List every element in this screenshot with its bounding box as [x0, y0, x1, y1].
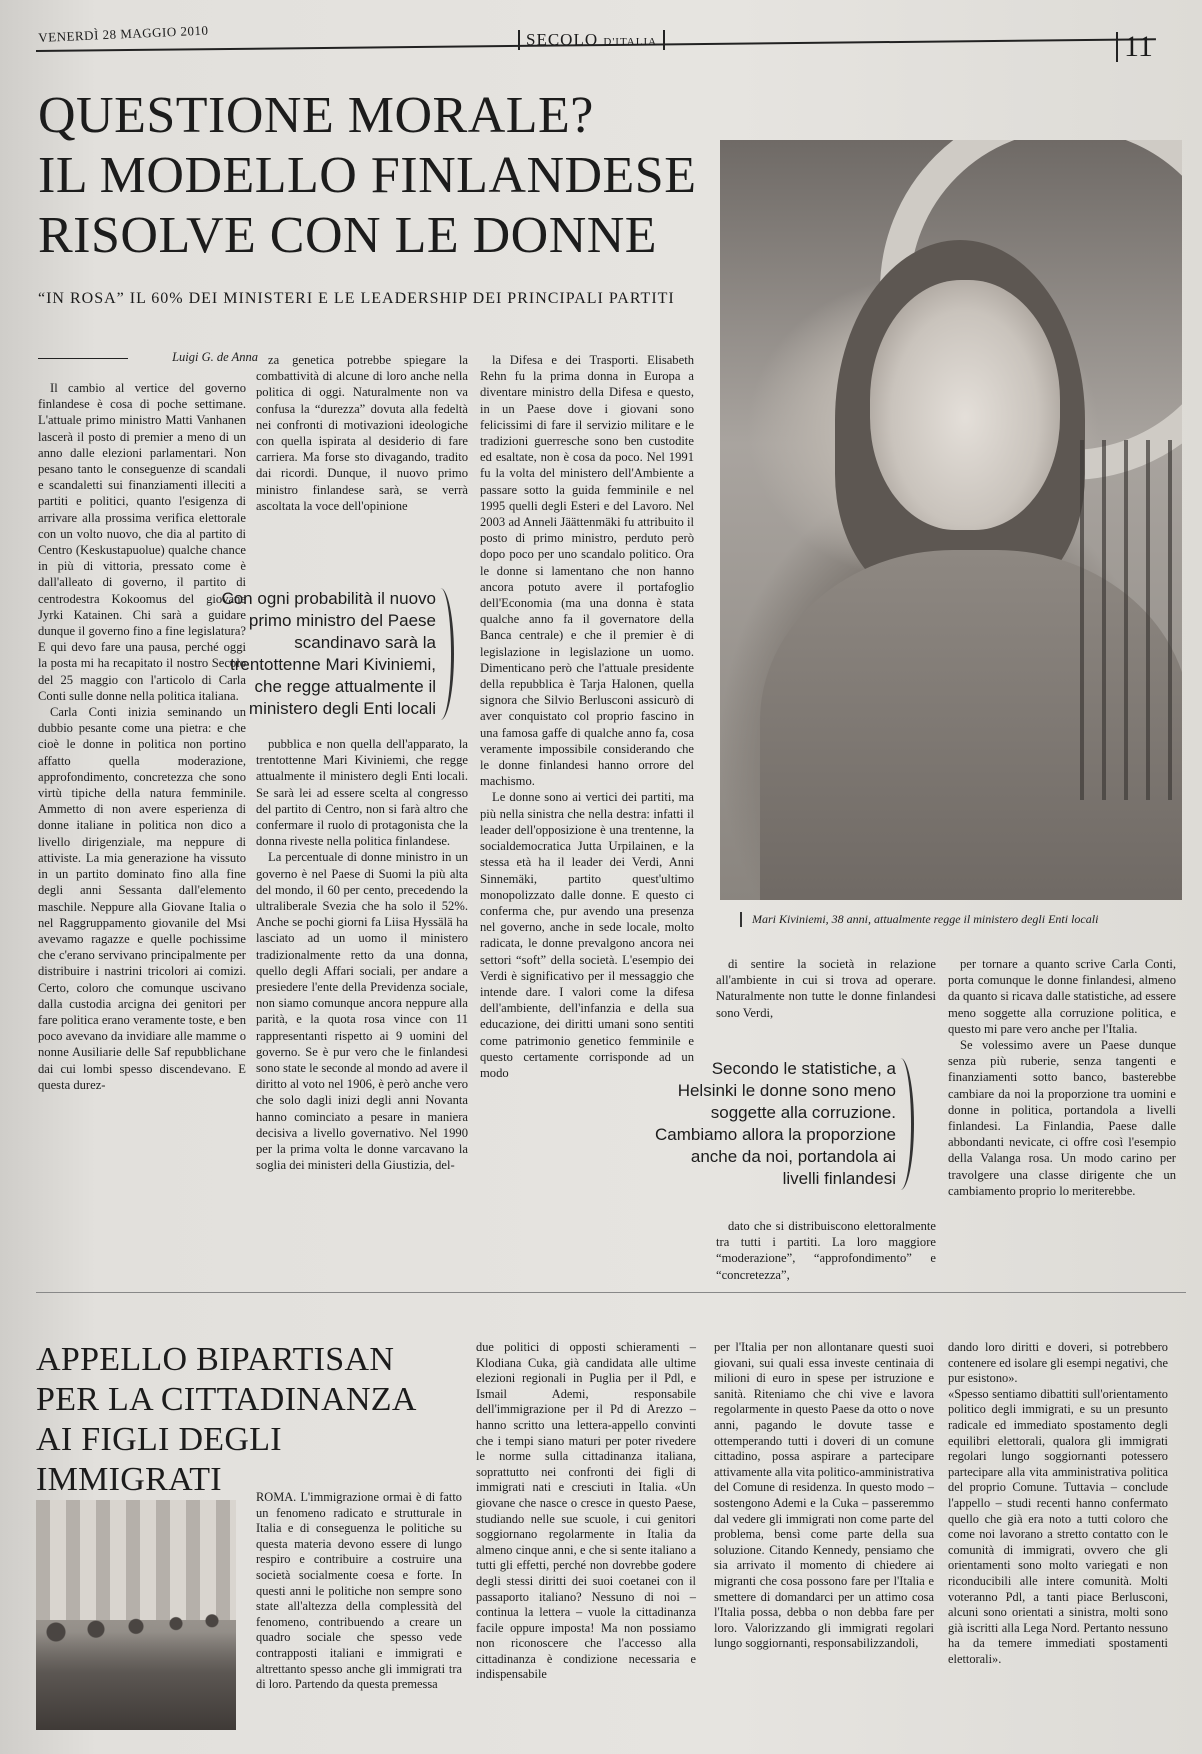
paragraph: La percentuale di donne ministro in un governo è nel Paese di Suomi la più alta del mondo, il 60 per cento, precedendo la ultraliberale Svezia che ha solo il 52%. Anche se pochi giorni fa Liisa Hyssälä ha lasciato ad un uomo il ministero tradizionalmente retto da una donna, quello degli Affari sociali, per andare a presiedere l'ente della Previdenza sociale, non siamo comunque ancora neppure alla parità, e la quota rosa vince con 11 rappresentanti rispetto ai 9 uomini del governo. Se è pur vero che le finlandesi sono state le seconde al mondo ad avere il diritto al voto nel 1906, è però anche vero che solo dagli inizi degli anni Novanta hanno cominciato a pesare in maniera decisiva a livello governativo. Nel 1990 per la prima volta le donne varcavano la soglia dei ministeri della Giustizia, del-: [256, 850, 468, 1173]
article1-column-2a: [256, 352, 468, 514]
paragraph: per tornare a quanto scrive Carla Conti, porta comunque le donne finlandesi, almeno da quanto si ricava dalle statistiche, ad essere meno soggette alla corruzione politica, e questo mi pare vero anche per l'Italia.: [948, 957, 1176, 1036]
article2-column-1: [256, 1490, 462, 1693]
section-divider: [36, 1292, 1186, 1293]
pull-quote-1: Con ogni probabilità il nuovo primo ministro del Paese scandinavo sarà la trentottenne Mari Kiviniemi, che regge attualmente il ministero degli Enti locali: [200, 588, 436, 720]
article1-column-2b: [256, 736, 468, 1173]
byline: Luigi G. de Anna: [38, 350, 258, 365]
paragraph: Carla Conti inizia seminando un dubbio pesante come una pietra: e che cioè le donne in politica non portino affatto quella moderazione, approfondimento, concretezza che sono virtù tipiche della natura femminile. Ammetto di non avere esperienza di donne italiane in politica non dico a livello dirigenziale, ma neppure di attiviste. La mia generazione ha vissuto in un partito dominato fino alla fine degli anni Sessanta dall'elemento maschile. Neppure alla Giovane Italia o nel Raggruppamento giovanile del Msi avevamo ragazze e quelle pochissime che c'erano servivano principalmente per distribuire i nastrini tricolori ai comizi. Certo, coloro che comunque uscivano dalla custodia arcigna dei genitori per fare politica erano veramente toste, e ben poco avevano da invidiare alle mamme o nonne Ausiliarie delle Saf repubblichane dai cui lombi spesso discendevano. E questa durez-: [38, 705, 246, 1092]
photo-railing: [1080, 440, 1180, 800]
paragraph: due politici di opposti schieramenti – Klodiana Cuka, già candidata alle ultime elezioni regionali in Puglia per il Pdl, e Ismail Ademi, responsabile dell'immigrazione per il Pd di Arezzo – hanno scritto una lettera-appello convinti che i tempi siano maturi per poter rivedere le norme sulla cittadinanza italiana, soprattutto nei confronti dei figli di immigrati nati e cresciuti in Italia. «Un giovane che nasce o cresce in questo Paese, studiando nelle sue scuole, i cui genitori soggiornano regolarmente in Italia da almeno cinque anni, e che si sente italiano a tutti gli effetti, perché non dovrebbe godere degli stessi diritti dei suoi coetanei con il passaporto italiano? Nessuno di noi – continua la lettera – vuole la cittadinanza facile oppure imposta! Ma non possiamo non riconoscere che l'accesso alla cittadinanza è condizione necessaria e indispensabile: [476, 1340, 696, 1682]
paragraph: Le donne sono ai vertici dei partiti, ma più nella sinistra che nella destra: infatti il leader dell'opposizione è una trentenne, la socialdemocratica Jutta Urpilainen, e la stessa età ha il leader dei Verdi, Anni Sinnemäki, partito quest'ultimo monopolizzato dalle donne. E questo ci conferma che, pur avendo una presenza nel governo, anche in sede locale, molto radicata, le donne prevalgono ancora nei settori “soft” della società. L'esempio dei Verdi è significativo per il messaggio che intende dare. I valori come la difesa dell'ambiente, dell'infanzia e della sua educazione, dei diritti umani sono sentiti come patrimonio genetico femminile e questo certamente corrisponde ad un modo: [480, 790, 694, 1080]
article2-column-4: [948, 1340, 1168, 1667]
article1-column-3: [480, 352, 694, 1081]
photo-crowd: [36, 1590, 236, 1730]
pull-quote-2: Secondo le statistiche, a Helsinki le donne sono meno soggette alla corruzione. Cambiamo allora la proporzione anche da noi, portandola ai livelli finlandesi: [650, 1058, 896, 1190]
header-date: VENERDÌ 28 MAGGIO 2010: [38, 22, 209, 45]
article1-column-4a: [716, 956, 936, 1021]
paragraph: Se volessimo avere un Paese dunque senza più ruberie, senza tangenti e finanziamenti sotto banco, basterebbe cambiare da noi la proporzione tra uomini e donne in politica, portandola a livelli finlandesi. La Finlandia, Paese dalle abbondanti nevicate, ci offre così l'esempio della Valanga rosa. Un modo carino per travolgere una classe dirigente che un cambiamento proprio lo meriterebbe.: [948, 1038, 1176, 1198]
paragraph: di sentire la società in relazione all'ambiente in cui si trova ad operare. Naturalmente non tutte le donne finlandesi sono Verdi,: [716, 957, 936, 1020]
article1-column-5: [948, 956, 1176, 1199]
newspaper-name-sub: D'ITALIA: [603, 36, 658, 48]
paragraph: dato che si distribuiscono elettoralmente tra tutti i partiti. La loro maggiore “moderazione”, “approfondimento” e “concretezza”,: [716, 1219, 936, 1282]
article1-subheadline: “IN ROSA” IL 60% DEI MINISTERI E LE LEADERSHIP DEI PRINCIPALI PARTITI: [38, 290, 675, 307]
newspaper-name-main: SECOLO: [526, 30, 599, 49]
paragraph: «Spesso sentiamo dibattiti sull'orientamento politico degli immigrati, e su un presunto radicale ed immediato spostamento degli equilibri elettorali, qualora gli immigrati regolari lungo soggiornanti potessero partecipare alla vita amministrativa politica del proprio Comune. Tuttavia – conclude l'appello – studi recenti hanno confermato quello che già era noto a tutti coloro che come noi lavorano a stretto contatto con le comunità di immigrati, ovvero che gli orientamenti sono molto variegati e non riconducibili alle intere comunità. Molti voteranno Pdl, a tanti piace Berlusconi, alcuni sono orientati a sinistra, molti sono già iscritti alla Lega Nord. Pertanto nessuno ha da temere immediati spostamenti elettorali».: [948, 1386, 1168, 1666]
article2-headline-line: AI FIGLI DEGLI IMMIGRATI: [36, 1421, 282, 1498]
paragraph: pubblica e non quella dell'apparato, la trentottenne Mari Kiviniemi, che regge attualmente il ministero degli Enti locali. Se sarà lei ad essere scelta al congresso del partito di Centro, non si farà altro che confermare il ruolo di protagonista che la donna riveste nella politica finlandese.: [256, 737, 468, 849]
article2-headline: [36, 1340, 446, 1500]
newspaper-name: [518, 30, 665, 50]
photo-caption: Mari Kiviniemi, 38 anni, attualmente regge il ministero degli Enti locali: [740, 912, 1192, 927]
article2-headline-line: PER LA CITTADINANZA: [36, 1381, 417, 1418]
paragraph: dando loro diritti e doveri, si potrebbero contenere ed isolare gli esempi negativi, che pur esistono».: [948, 1340, 1168, 1386]
immigrants-photo: [36, 1500, 236, 1730]
paragraph: per l'Italia per non allontanare questi suoi giovani, sui quali essa investe centinaia di milioni di euro in spese per istruzione e sanità. Riteniamo che chi vive e lavora regolarmente in questo Paese da otto o nove anni, pagando le dovute tasse e ottemperando tutti i doveri di un comune cittadino, possa aspirare a partecipare attivamente alla vita politico-amministrativa del Comune di residenza. In questo modo – sostengono Ademi e la Cuka – passeremmo dal vedere gli immigrati non come parte del problema, bensì come parte della sua soluzione. Citando Kennedy, pensiamo che sia arrivato il momento di chiedere ai migranti che cosa possono fare per l'Italia e smettere di domandarci per un attimo cosa l'Italia possa, debba o non debba fare per loro. Valorizzando gli immigrati regolari lungo soggiornanti, responsabilizzandoli,: [714, 1340, 934, 1651]
portrait-photo: [720, 140, 1182, 900]
photo-face: [870, 280, 1060, 530]
paragraph: za genetica potrebbe spiegare la combattività di alcune di loro anche nella politica di oggi. Naturalmente non va confusa la “durezza” dovuta alla fedeltà nei confronti di motivazioni ideologiche con quella ispirata al desiderio di fare carriera. Ma forse sto divagando, tradito dai ricordi. Dunque, il nuovo primo ministro finlandese sarà, se verrà ascoltata la voce dell'opinione: [256, 353, 468, 513]
article1-headline-line: IL MODELLO FINLANDESE: [38, 147, 697, 204]
article1-column-1: [38, 380, 246, 1093]
paragraph: la Difesa e dei Trasporti. Elisabeth Rehn fu la prima donna in Europa a diventare ministro della Difesa e questo, in un Paese dove i giovani sono felicissimi di fare il servizio militare e le tradizioni guerresche sono ben custodite ed esaltate, non è cosa da poco. Nel 1991 fu la volta del ministero dell'Ambiente a passare sotto la guida femminile e nel 1995 quelli degli Esteri e del Lavoro. Nel 2003 ad Anneli Jäättenmäki fu attribuito il posto di primo ministro, perduto però dopo poco per uno scandalo politico. Ora le donne si lamentano che non hanno ancora potuto avere il portafoglio dell'Economia (ma una donna è stata qualche anno fa il governatore della Banca centrale) e che il premier è di legislazione in legislazione un uomo. Dimenticano però che l'attuale presidente della repubblica è Tarja Halonen, quella signora che Silvio Berlusconi assicurò di aver conquistato col proprio fascino in una famosa gaffe di qualche anno fa, cosa veramente impossibile considerando che le donne finlandesi hanno orrore del machismo.: [480, 353, 694, 789]
article2-headline-line: APPELLO BIPARTISAN: [36, 1341, 395, 1378]
paragraph: Il cambio al vertice del governo finlandese è cosa di poche settimane. L'attuale primo ministro Matti Vanhanen lascerà il posto di premier a meno di un anno dalle elezioni parlamentari. Non pesano tanto le conseguenze di scandali e scandaletti sui finanziamenti illeciti a partiti e politici, quanto l'esigenza di arrivare alla prossima verifica elettorale con un volto nuovo, che dia al partito di Centro (Keskustapuolue) qualche chance in più di vittoria, pressato come è dall'alleato di governo, il partito di centrodestra Kokoomus del giovane Jyrki Katainen. Chi sarà a guidare dunque il governo fino a fine legislatura? E qui devo fare una pausa, perché oggi la posta mi ha recapitato il nostro Secolo del 25 maggio con l'articolo di Carla Conti sulle donne nella politica italiana.: [38, 381, 246, 703]
article1-headline: [38, 86, 718, 266]
paragraph: ROMA. L'immigrazione ormai è di fatto un fenomeno radicato e strutturale in Italia e di conseguenza le politiche su questa materia devono essere di lungo respiro e contribuire a costruire una società socialmente coesa e forte. In questi anni le politiche non sempre sono state all'altezza della complessità del fenomeno, contribuendo a creare un quadro sociale che spesso vede contrapposti italiani e immigrati e altrettanto spesso anche gli immigrati tra di loro. Partendo da questa premessa: [256, 1490, 462, 1692]
article2-column-3: [714, 1340, 934, 1652]
article1-column-4b: [716, 1218, 936, 1283]
page-number: 11: [1116, 32, 1153, 62]
article1-headline-line: QUESTIONE MORALE?: [38, 87, 594, 144]
article2-column-2: [476, 1340, 696, 1683]
article1-headline-line: RISOLVE CON LE DONNE: [38, 207, 658, 264]
